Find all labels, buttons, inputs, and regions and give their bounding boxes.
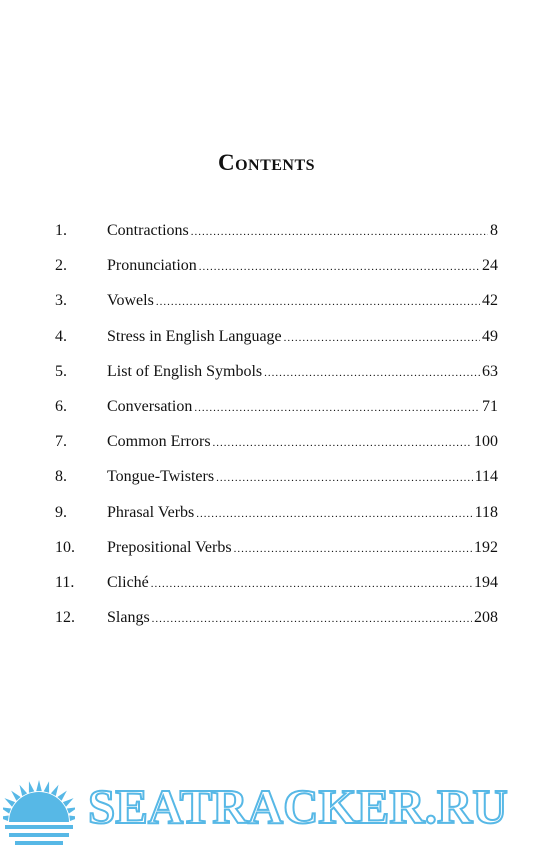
toc-entry-number: 11. <box>55 573 75 591</box>
toc-entry <box>55 468 498 503</box>
toc-entry-title: Slangs <box>107 609 150 627</box>
watermark <box>0 770 533 852</box>
toc-entry <box>55 257 498 292</box>
toc-entry-number: 9. <box>55 503 67 521</box>
toc-entry-number: 6. <box>55 397 67 415</box>
toc-entry <box>55 398 498 433</box>
toc-entry <box>55 292 498 327</box>
sun-icon <box>3 778 75 848</box>
toc-entry-page: 63 <box>482 362 498 380</box>
toc-entry-page: 194 <box>474 573 498 591</box>
toc-entry-page: 100 <box>474 433 498 451</box>
toc-entry-page: 118 <box>474 503 498 521</box>
toc-entry-title: Tongue-Twisters <box>107 468 215 486</box>
toc-leader-dots <box>216 472 473 484</box>
toc-leader-dots <box>156 296 480 308</box>
toc-entry-number: 1. <box>55 222 67 239</box>
toc-entry <box>55 433 498 468</box>
toc-entry <box>55 328 498 363</box>
toc-entry-number: 7. <box>55 433 67 451</box>
toc-entry-number: 10. <box>55 538 75 556</box>
toc-leader-dots <box>199 261 480 273</box>
toc-entry-title: Phrasal Verbs <box>107 503 195 521</box>
toc-leader-dots <box>264 367 480 379</box>
toc-entry <box>55 222 498 257</box>
toc-entry-title: Conversation <box>107 397 193 415</box>
toc-entry-number: 8. <box>55 468 67 486</box>
table-of-contents <box>55 222 498 644</box>
toc-leader-dots <box>152 613 472 625</box>
toc-entry-page: 71 <box>482 397 498 415</box>
toc-entry-page: 24 <box>482 257 498 275</box>
toc-entry-title: Cliché <box>107 573 149 591</box>
toc-leader-dots <box>194 402 480 414</box>
toc-leader-dots <box>234 543 472 555</box>
toc-entry-number: 5. <box>55 362 67 380</box>
watermark-text: SEATRACKER.RU <box>88 779 508 834</box>
toc-leader-dots <box>284 332 480 344</box>
toc-entry-page: 192 <box>474 538 498 556</box>
toc-entry <box>55 504 498 539</box>
toc-leader-dots <box>196 508 472 520</box>
toc-entry-page: 8 <box>490 222 498 239</box>
toc-leader-dots <box>151 578 472 590</box>
toc-entry <box>55 574 498 609</box>
toc-entry-number: 2. <box>55 257 67 275</box>
toc-entry <box>55 609 498 644</box>
toc-entry-title: Prepositional Verbs <box>107 538 232 556</box>
toc-entry-number: 3. <box>55 292 67 310</box>
page-title: Contents <box>217 150 316 175</box>
toc-entry-title: List of English Symbols <box>107 362 263 380</box>
toc-entry-title: Vowels <box>107 292 154 310</box>
toc-entry-title: Stress in English Language <box>107 327 282 345</box>
toc-entry-title: Contractions <box>107 222 189 239</box>
toc-entry <box>55 539 498 574</box>
toc-entry <box>55 363 498 398</box>
toc-entry-page: 114 <box>474 468 498 486</box>
toc-entry-page: 208 <box>474 609 498 627</box>
toc-entry-number: 12. <box>55 609 75 627</box>
toc-entry-title: Common Errors <box>107 433 211 451</box>
toc-entry-page: 42 <box>482 292 498 310</box>
toc-entry-page: 49 <box>482 327 498 345</box>
toc-entry-title: Pronunciation <box>107 257 197 275</box>
toc-leader-dots <box>213 437 472 449</box>
toc-leader-dots <box>191 226 488 238</box>
toc-entry-number: 4. <box>55 327 67 345</box>
